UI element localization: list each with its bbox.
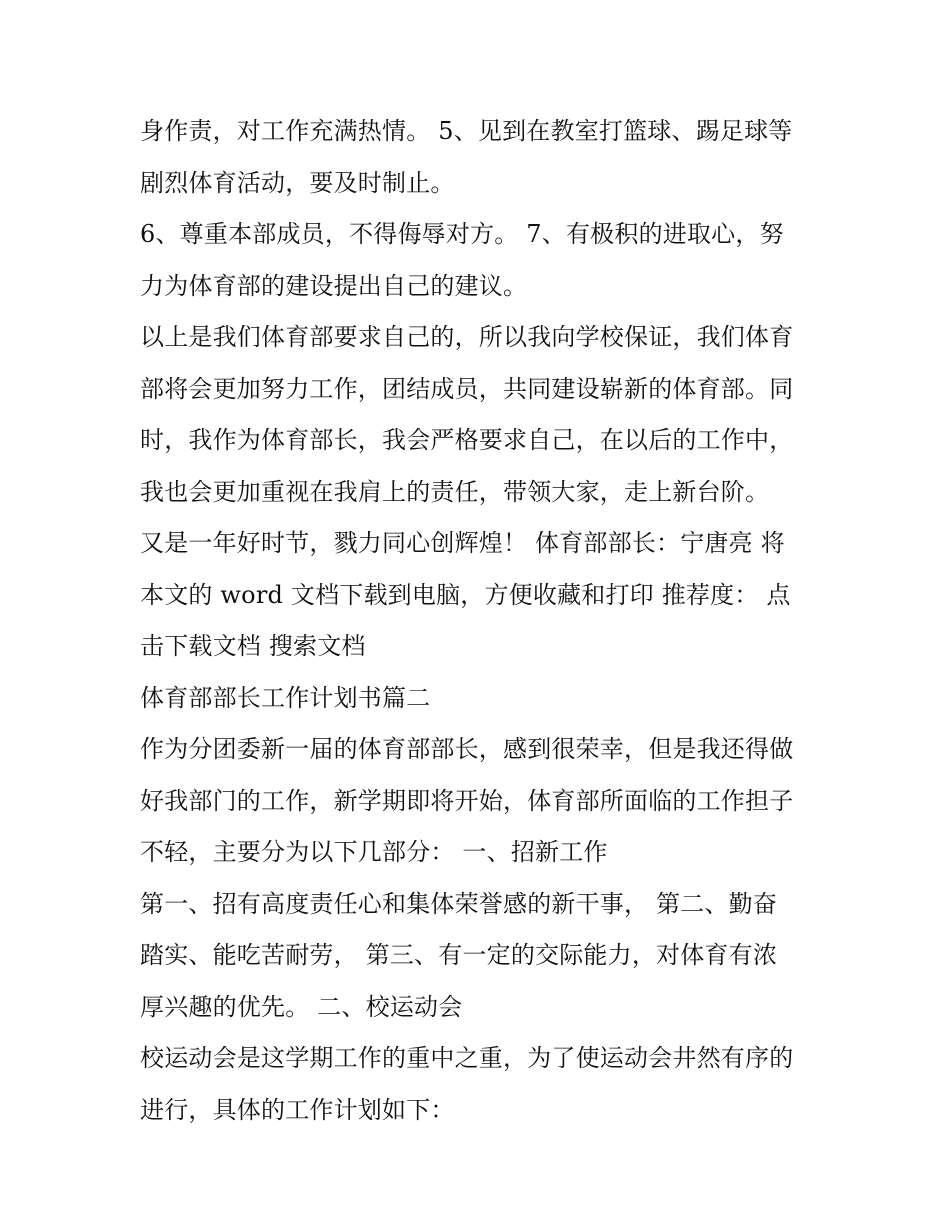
- text-line: 6、尊重本部成员，不得侮辱对方。 7、有极积的进取心，努: [140, 220, 784, 248]
- document-body: [140, 106, 820, 1136]
- text-line: 又是一年好时节，戮力同心创辉煌！ 体育部部长：宁唐亮 将: [140, 529, 785, 557]
- text-line: 校运动会是这学期工作的重中之重，为了使运动会井然有序的: [140, 1044, 794, 1072]
- text-line: 以上是我们体育部要求自己的，所以我向学校保证，我们体育: [140, 323, 794, 351]
- text-line: 本文的 word 文档下载到电脑，方便收藏和打印 推荐度： 点: [140, 580, 791, 609]
- text-line: 时，我作为体育部长，我会严格要求自己，在以后的工作中，: [140, 426, 794, 454]
- text-line: 部将会更加努力工作，团结成员，共同建设崭新的体育部。同: [140, 374, 794, 403]
- paragraph-duties-continued: [140, 106, 820, 209]
- text-line: 好我部门的工作，新学期即将开始，体育部所面临的工作担子: [140, 786, 794, 815]
- paragraph-sports-meet: [140, 1033, 820, 1136]
- paragraph-closing-and-download: [140, 518, 820, 673]
- section-heading: [140, 673, 820, 725]
- paragraph-pledge: [140, 312, 820, 518]
- paragraph-intro: [140, 724, 820, 879]
- paragraph-duties-6-7: [140, 209, 820, 312]
- text-line: 剧烈体育活动，要及时制止。: [140, 168, 455, 197]
- text-line: 力为体育部的建设提出自己的建议。: [140, 271, 528, 300]
- text-line: 厚兴趣的优先。 二、校运动会: [140, 992, 463, 1021]
- paragraph-recruitment: [140, 879, 820, 1034]
- heading-line: 体育部部长工作计划书篇二: [140, 683, 431, 712]
- text-line: 第一、招有高度责任心和集体荣誉感的新干事， 第二、勤奋: [140, 889, 778, 918]
- text-line: 身作责，对工作充满热情。 5、见到在教室打篮球、踢足球等: [140, 117, 793, 145]
- text-line: 作为分团委新一届的体育部部长，感到很荣幸，但是我还得做: [140, 735, 794, 763]
- text-line: 击下载文档 搜索文档: [140, 632, 366, 660]
- text-line: 我也会更加重视在我肩上的责任，带领大家，走上新台阶。: [140, 477, 770, 506]
- text-line: 进行，具体的工作计划如下：: [140, 1095, 455, 1124]
- text-line: 踏实、能吃苦耐劳， 第三、有一定的交际能力，对体育有浓: [140, 941, 778, 969]
- text-line: 不轻，主要分为以下几部分： 一、招新工作: [140, 838, 608, 866]
